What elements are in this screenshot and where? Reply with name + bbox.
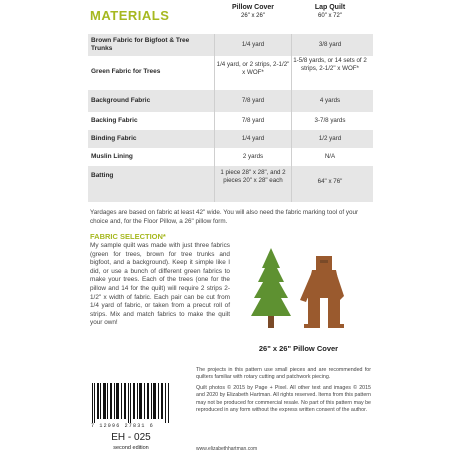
row-pillow-value: 1 piece 28" x 28", and 2 pieces 20" x 28" each bbox=[220, 169, 286, 184]
column-divider bbox=[291, 34, 292, 202]
row-label: Brown Fabric for Bigfoot & Tree Trunks bbox=[91, 37, 190, 52]
column-lap-name: Lap Quilt bbox=[314, 4, 346, 11]
yardage-note: Yardages are based on fabric at least 42" wide. You will also need the fabric marking tool of your choice and, for the Floor Pillow, a 26" pillow form. bbox=[90, 209, 359, 225]
row-lap-value: N/A bbox=[324, 153, 336, 160]
barcode-number: 7 12096 27831 6 bbox=[91, 423, 155, 429]
materials-row bbox=[88, 166, 373, 202]
row-label: Muslin Lining bbox=[91, 153, 133, 160]
row-label: Backing Fabric bbox=[91, 117, 138, 124]
pattern-code: EH - 025 bbox=[111, 432, 151, 443]
materials-row bbox=[88, 130, 373, 148]
row-lap-value: 3/8 yard bbox=[318, 41, 342, 48]
row-pillow-value: 1/4 yard bbox=[241, 135, 265, 142]
row-lap-value: 64" x 76" bbox=[317, 178, 343, 185]
illustration-caption: 26" x 26" Pillow Cover bbox=[258, 344, 339, 353]
row-lap-value: 1/2 yard bbox=[318, 135, 342, 142]
edition-label: second edition bbox=[113, 445, 149, 451]
row-label: Batting bbox=[91, 172, 114, 179]
row-pillow-value: 7/8 yard bbox=[241, 117, 265, 124]
bigfoot-icon bbox=[300, 256, 344, 328]
materials-row bbox=[88, 90, 373, 112]
materials-row bbox=[88, 112, 373, 130]
pattern-back-page bbox=[88, 0, 373, 460]
materials-row bbox=[88, 56, 373, 90]
materials-row bbox=[88, 34, 373, 56]
fabric-selection-body: My sample quilt was made with just three fabrics (green for trees, brown for tree trunks and bigfoot, and a background). Keep it simple like I did, or use a bunch of different green fabrics to make your trees. Each of the trees (one for the pillow and 14 for the quilt) will require 2 strips 2-1/2" x width of fabric. Each pair can be cut from 1/4 yard of fabric, or taken from a precut roll of strips. Mix and match fabrics to make the quilt your own! bbox=[90, 242, 230, 327]
row-lap-value: 3-7/8 yards bbox=[314, 117, 346, 124]
row-pillow-value: 7/8 yard bbox=[241, 97, 265, 104]
column-pillow-cover bbox=[216, 4, 290, 20]
row-pillow-value: 1/4 yard, or 2 strips, 2-1/2" x WOF* bbox=[216, 61, 290, 76]
copyright-notice: Quilt photos © 2015 by Page + Pixel. All other text and images © 2015 and 2020 by Elizabeth Hartman. All rights reserved. Items from this pattern may not be produced for commercial resale. No part of this pattern may be reproduced in any form without the express written consent of the author. bbox=[196, 385, 371, 413]
row-pillow-value: 1/4 yard bbox=[241, 41, 265, 48]
column-divider bbox=[214, 34, 215, 202]
column-lap-size: 60" x 72" bbox=[318, 13, 342, 19]
row-label: Background Fabric bbox=[91, 97, 151, 104]
column-lap-quilt bbox=[293, 4, 367, 20]
row-pillow-value: 2 yards bbox=[242, 153, 264, 160]
tree-icon bbox=[251, 248, 291, 328]
website-link: www.elizabethhartman.com bbox=[196, 446, 258, 452]
materials-header bbox=[88, 0, 373, 36]
materials-title: MATERIALS bbox=[90, 8, 170, 23]
row-lap-value: 4 yards bbox=[319, 97, 341, 104]
barcode-icon bbox=[91, 383, 171, 423]
materials-row bbox=[88, 148, 373, 166]
row-label: Green Fabric for Trees bbox=[91, 68, 161, 75]
row-lap-value: 1-5/8 yards, or 14 sets of 2 strips, 2-1/2" x WOF* bbox=[293, 57, 367, 72]
row-label: Binding Fabric bbox=[91, 135, 137, 142]
column-pillow-size: 26" x 26" bbox=[241, 13, 265, 19]
skill-note: The projects in this pattern use small pieces and are recommended for quilters familiar with rotary cutting and patchwork piecing. bbox=[196, 367, 371, 381]
pillow-cover-illustration bbox=[236, 238, 361, 338]
fabric-selection-title: FABRIC SELECTION* bbox=[90, 232, 166, 241]
column-pillow-name: Pillow Cover bbox=[231, 4, 274, 11]
